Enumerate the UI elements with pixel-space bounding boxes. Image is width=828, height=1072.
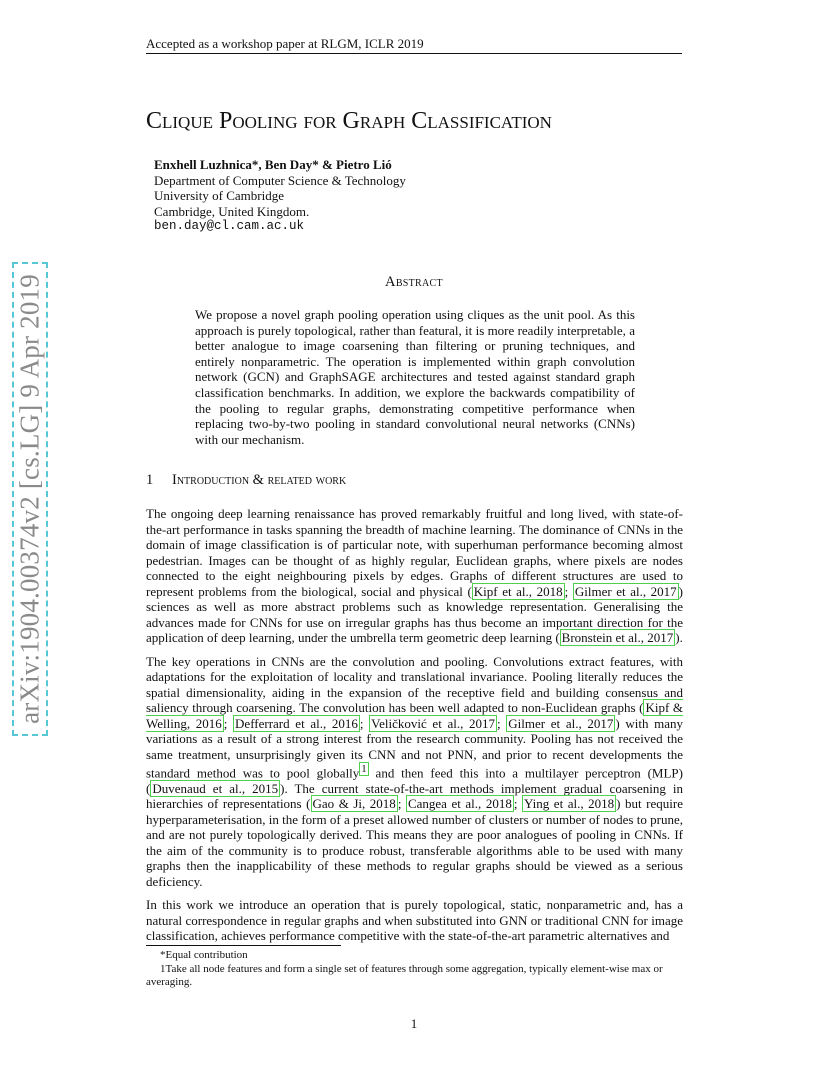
citation-link[interactable]: Gao & Ji, 2018: [312, 796, 396, 812]
affiliation-line: University of Cambridge: [154, 188, 284, 203]
paragraph-1: [146, 506, 683, 646]
arxiv-id: arXiv:1904.00374v2 [cs.LG] 9 Apr 2019: [14, 274, 45, 724]
affiliation-line: Cambridge, United Kingdom.: [154, 203, 310, 219]
text-run: ;: [497, 715, 507, 731]
text-run: ) sciences as well as more abstract problems such as knowledge representation. Generalising the advances made for CNNs for use on irregular graphs has thus become an important direction for the application of deep learning, under the umbrella term geometric deep learning (: [146, 583, 684, 645]
text-run: ) but require hyperparameterisation, in the form of a preset allowed number of clusters or number of nodes to prune, and are not purely topologically derived. This means they are poor analogues of pooling in CNNs. If the aim of the community is to produce robust, transferable algorithms able to be used with many graphs then the inapplicability of these methods to regular graphs should be viewed as a serious deficiency.: [146, 796, 683, 889]
text-run: ) with many variations as a result of a strong interest from the research community. Pooling has not received the same treatment, unsurprisingly given its CNN and not PNN, and prior to recent developments the standard method was to pool globally: [146, 715, 683, 781]
section-heading: [146, 472, 682, 489]
section-title: Introduction & related work: [172, 472, 347, 488]
citation-link[interactable]: Defferrard et al., 2016: [235, 715, 358, 731]
footnote-1: 1Take all node features and form a single set of features through some aggregation, typically element-wise max or averaging.: [146, 962, 663, 988]
text-run: ). The current state-of-the-art methods implement gradual coarsening in hierarchies of representations (: [146, 780, 683, 812]
citation-link[interactable]: Gilmer et al., 2017: [508, 715, 614, 731]
citation-link[interactable]: Bronstein et al., 2017: [561, 630, 674, 645]
author-names: Enxhell Luzhnica*, Ben Day* & Pietro Lió: [154, 157, 392, 172]
text-run: ;: [513, 796, 522, 812]
abstract-heading: Abstract: [385, 274, 443, 290]
text-run: The ongoing deep learning renaissance has proved remarkably fruitful and long lived, with state-of-the-art performance in tasks spanning the breadth of machine learning. The dominance of CNNs in the domain of image classification is of particular note, with superhuman performance becoming almost pedestrian. Images can be thought of as highly regular, Euclidean graphs, where pixels are nodes connected to the eight neighbouring pixels by edges. Graphs of different structures are used to represent problems from the biological, social and physical (: [146, 506, 683, 599]
citation-link[interactable]: Duvenaud et al., 2015: [152, 780, 279, 796]
author-email[interactable]: ben.day@cl.cam.ac.uk: [154, 219, 305, 233]
citation-link[interactable]: Gilmer et al., 2017: [574, 583, 677, 599]
text-run: ;: [397, 796, 406, 812]
citation-link[interactable]: Cangea et al., 2018: [407, 796, 512, 812]
running-header: Accepted as a workshop paper at RLGM, ICLR 2019: [146, 36, 424, 51]
text-run: and then feed this into a multilayer perceptron (MLP) (: [146, 765, 683, 796]
text-run: ;: [223, 715, 234, 731]
footnote-link[interactable]: 1: [361, 763, 367, 775]
text-run: ;: [359, 715, 370, 731]
abstract-text: We propose a novel graph pooling operation using cliques as the unit pool. As this approach is purely topological, rather than featural, it is more readily interpretable, a better analogue to image coarsening than filtering or pruning techniques, and entirely nonparametric. The operation is implemented within graph convolution network (GCN) and GraphSAGE architectures and tested against standard graph classification benchmarks. In addition, we explore the backwards compatibility of the pooling to regular graphs, demonstrating competitive performance when replacing two-by-two pooling in standard convolutional neural networks (CNNs) with our mechanism.: [195, 307, 635, 447]
footnote-rule: [146, 945, 341, 946]
citation-link[interactable]: Veličković et al., 2017: [371, 715, 496, 731]
citation-link[interactable]: Kipf & Welling, 2016: [146, 700, 683, 731]
citation-link[interactable]: Kipf et al., 2018: [473, 583, 563, 599]
text-run: ).: [675, 630, 683, 645]
section-number: 1: [146, 472, 154, 488]
footnotes: [146, 949, 683, 990]
paragraph-2: [146, 654, 683, 890]
affiliation-line: Department of Computer Science & Technology: [154, 172, 406, 188]
paper-title: Clique Pooling for Graph Classification: [146, 108, 552, 134]
paragraph-3: In this work we introduce an operation that is purely topological, static, nonparametric and, has a natural correspondence in regular graphs and when substituted into GNN or traditional CNN for image classification, achieves performance competitive with the state-of-the-art parametric alternatives and: [146, 897, 683, 944]
citation-link[interactable]: Ying et al., 2018: [523, 796, 615, 812]
page-number: 1: [410, 1016, 418, 1031]
arxiv-stamp[interactable]: [12, 262, 52, 736]
header-rule: [146, 53, 682, 54]
text-run: ;: [564, 583, 573, 599]
body-text: [146, 506, 683, 952]
text-run: The key operations in CNNs are the convolution and pooling. Convolutions extract features, with adaptations for the exploitation of locality and translational invariance. Pooling literally reduces the spatial dimensionality, aiding in the expansion of the receptive field and building consensus and saliency through coarsening. The convolution has been well adapted to non-Euclidean graphs (: [146, 653, 683, 715]
author-block: [154, 157, 654, 235]
footnote-equal-contribution: *Equal contribution: [160, 949, 248, 961]
